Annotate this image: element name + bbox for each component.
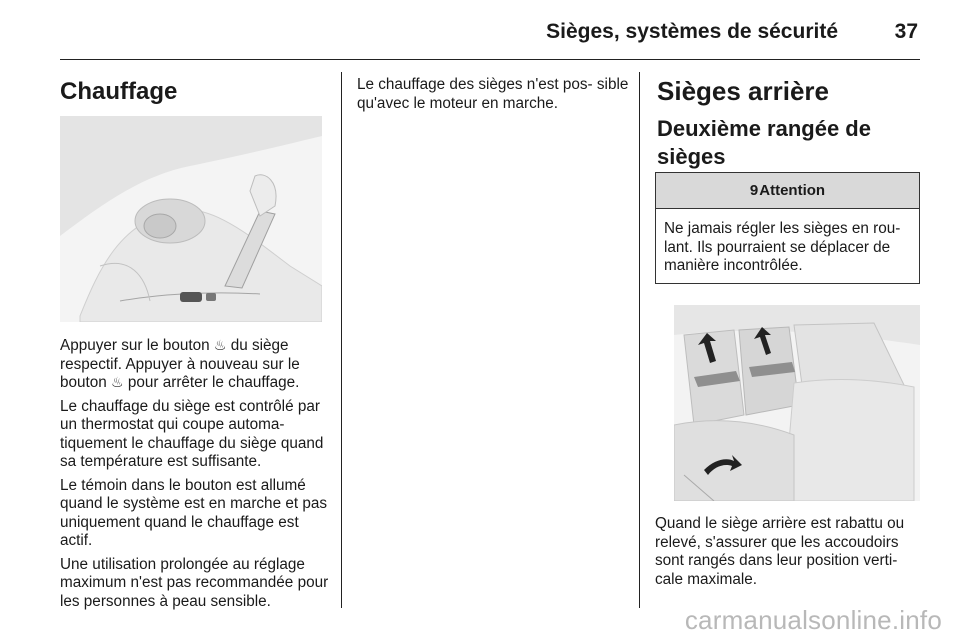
seat-heating-drawing (60, 116, 322, 322)
column-divider-2 (639, 72, 640, 608)
section-heading-sieges-arriere: Sièges arrière (657, 76, 830, 106)
header-title: Sièges, systèmes de sécurité (546, 20, 838, 43)
watermark-text: carmanualsonline.info (684, 605, 942, 635)
paragraph-button-usage (60, 337, 332, 393)
seat-heat-icon: ♨ (213, 338, 227, 354)
p1-text-a: Appuyer sur le bouton (60, 337, 214, 354)
column-divider-1 (341, 72, 342, 608)
col1-paragraphs (60, 337, 332, 616)
p1-text-b: du siège respectif. Appuyer à nouveau sur le bouton (60, 337, 300, 391)
paragraph-armrests: Quand le siège arrière est rabattu ou relevé, s'assurer que les accoudoirs sont rangés dans leur position verti- cale maximale. (655, 515, 905, 588)
col3-paragraphs (655, 515, 925, 594)
col2-paragraphs (357, 76, 629, 118)
paragraph-engine-running: Le chauffage des sièges n'est pos- sible qu'avec le moteur en marche. (357, 76, 629, 112)
seat-heat-icon-2: ♨ (111, 375, 124, 391)
page-number: 37 (894, 20, 918, 43)
section-heading-chauffage: Chauffage (60, 78, 178, 105)
paragraph-indicator: Le témoin dans le bouton est allumé quand le système est en marche et pas uniquement quand le chauffage est actif. (60, 476, 327, 549)
p1-text-c: pour arrêter le chauffage. (123, 374, 300, 391)
rear-seat-illustration (674, 305, 920, 501)
subheading-deuxieme-rangee: Deuxième rangée de sièges (657, 116, 871, 169)
paragraph-thermostat: Le chauffage du siège est contrôlé par un thermostat qui coupe automa- tiquement le chauffage du siège quand sa température est suffisante. (60, 397, 324, 470)
page-header (60, 12, 920, 60)
warning-box (655, 172, 920, 284)
warning-text: Ne jamais régler les sièges en rou- lant. Ils pourraient se déplacer de manière incontrôlée. (664, 220, 901, 274)
paragraph-sensitive-skin: Une utilisation prolongée au réglage maximum n'est pas recommandée pour les personnes à peau sensible. (60, 555, 329, 610)
warning-triangle-icon: 9 (749, 182, 759, 199)
rear-seat-drawing (674, 305, 920, 501)
warning-label: Attention (759, 182, 826, 199)
warning-header (656, 173, 919, 209)
seat-heating-illustration (60, 116, 322, 322)
